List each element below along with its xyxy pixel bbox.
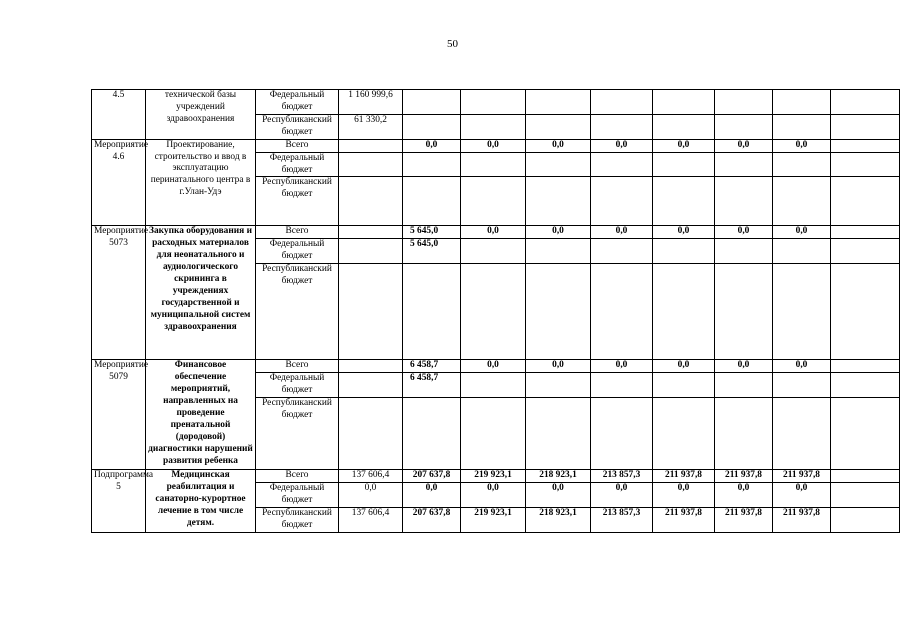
value-cell: 218 923,1: [526, 507, 591, 532]
value-cell: 211 937,8: [715, 470, 773, 483]
value-cell: 0,0: [461, 226, 526, 239]
source-label: Всего: [256, 470, 339, 483]
row-name: Медицинская реабилитация и санаторно-курортное лечение в том числе детям.: [146, 470, 256, 533]
value-cell: 0,0: [526, 226, 591, 239]
row-name: Финансовое обеспечение мероприятий, направленных на проведение пренатальной (дородовой) диагностики нарушений развития ребенка: [146, 360, 256, 470]
value-cell: 0,0: [773, 139, 831, 152]
source-label: Республиканский бюджет: [256, 177, 339, 226]
value-cell: 0,0: [461, 139, 526, 152]
table-row: [92, 360, 900, 373]
value-cell: 0,0: [773, 483, 831, 508]
value-cell: 0,0: [715, 139, 773, 152]
value-cell: 213 857,3: [591, 470, 653, 483]
row-code: Мероприятие 4.6: [92, 139, 146, 226]
value-cell: [339, 139, 403, 152]
value-cell: 219 923,1: [461, 470, 526, 483]
value-cell: 211 937,8: [773, 470, 831, 483]
value-cell: 0,0: [715, 483, 773, 508]
value-cell: 211 937,8: [715, 507, 773, 532]
value-cell: 211 937,8: [653, 470, 715, 483]
value-cell: 61 330,2: [339, 114, 403, 139]
source-label: Всего: [256, 226, 339, 239]
table-row: [92, 90, 900, 115]
value-cell: 0,0: [653, 360, 715, 373]
row-code: Мероприятие 5073: [92, 226, 146, 360]
value-cell: 211 937,8: [653, 507, 715, 532]
value-cell: 211 937,8: [773, 507, 831, 532]
value-cell: 213 857,3: [591, 507, 653, 532]
source-label: Федеральный бюджет: [256, 90, 339, 115]
table-row: [92, 470, 900, 483]
source-label: Всего: [256, 139, 339, 152]
source-label: Республиканский бюджет: [256, 507, 339, 532]
value-cell: 0,0: [461, 360, 526, 373]
row-name: технической базы учреждений здравоохранения: [146, 90, 256, 140]
value-cell: 137 606,4: [339, 507, 403, 532]
source-label: Всего: [256, 360, 339, 373]
value-cell: 6 458,7: [403, 373, 461, 398]
source-label: Федеральный бюджет: [256, 152, 339, 177]
row-name: Проектирование, строительство и ввод в эксплуатацию перинатального центра в г.Улан-Удэ: [146, 139, 256, 226]
value-cell: 0,0: [403, 483, 461, 508]
row-code: Подпрограмма 5: [92, 470, 146, 533]
value-cell: 0,0: [339, 483, 403, 508]
value-cell: 0,0: [461, 483, 526, 508]
value-cell: 0,0: [591, 139, 653, 152]
value-cell: [339, 226, 403, 239]
value-cell: 137 606,4: [339, 470, 403, 483]
value-cell: 0,0: [591, 360, 653, 373]
value-cell: 0,0: [773, 360, 831, 373]
row-code: Мероприятие 5079: [92, 360, 146, 470]
value-cell: 0,0: [715, 360, 773, 373]
value-cell: 6 458,7: [403, 360, 461, 373]
value-cell: 218 923,1: [526, 470, 591, 483]
value-cell: 0,0: [403, 139, 461, 152]
value-cell: 0,0: [591, 226, 653, 239]
budget-table: [91, 89, 900, 533]
table-row: [92, 139, 900, 152]
value-cell: 207 637,8: [403, 470, 461, 483]
value-cell: 0,0: [526, 360, 591, 373]
value-cell: 0,0: [715, 226, 773, 239]
value-cell: 0,0: [653, 483, 715, 508]
value-cell: 0,0: [773, 226, 831, 239]
source-label: Республиканский бюджет: [256, 264, 339, 360]
row-code: 4.5: [92, 90, 146, 140]
source-label: Федеральный бюджет: [256, 239, 339, 264]
value-cell: 219 923,1: [461, 507, 526, 532]
value-cell: 5 645,0: [403, 226, 461, 239]
value-cell: 0,0: [591, 483, 653, 508]
source-label: Республиканский бюджет: [256, 398, 339, 470]
value-cell: 5 645,0: [403, 239, 461, 264]
table-row: [92, 226, 900, 239]
page-number: 50: [447, 38, 458, 50]
source-label: Республиканский бюджет: [256, 114, 339, 139]
value-cell: 1 160 999,6: [339, 90, 403, 115]
source-label: Федеральный бюджет: [256, 483, 339, 508]
value-cell: 0,0: [526, 483, 591, 508]
value-cell: 207 637,8: [403, 507, 461, 532]
value-cell: 0,0: [653, 139, 715, 152]
row-name: Закупка оборудования и расходных материалов для неонатального и аудиологического скрининга в учреждениях государственной и муниципальной систем здравоохранения: [146, 226, 256, 360]
value-cell: 0,0: [526, 139, 591, 152]
value-cell: 0,0: [653, 226, 715, 239]
value-cell: [339, 360, 403, 373]
source-label: Федеральный бюджет: [256, 373, 339, 398]
